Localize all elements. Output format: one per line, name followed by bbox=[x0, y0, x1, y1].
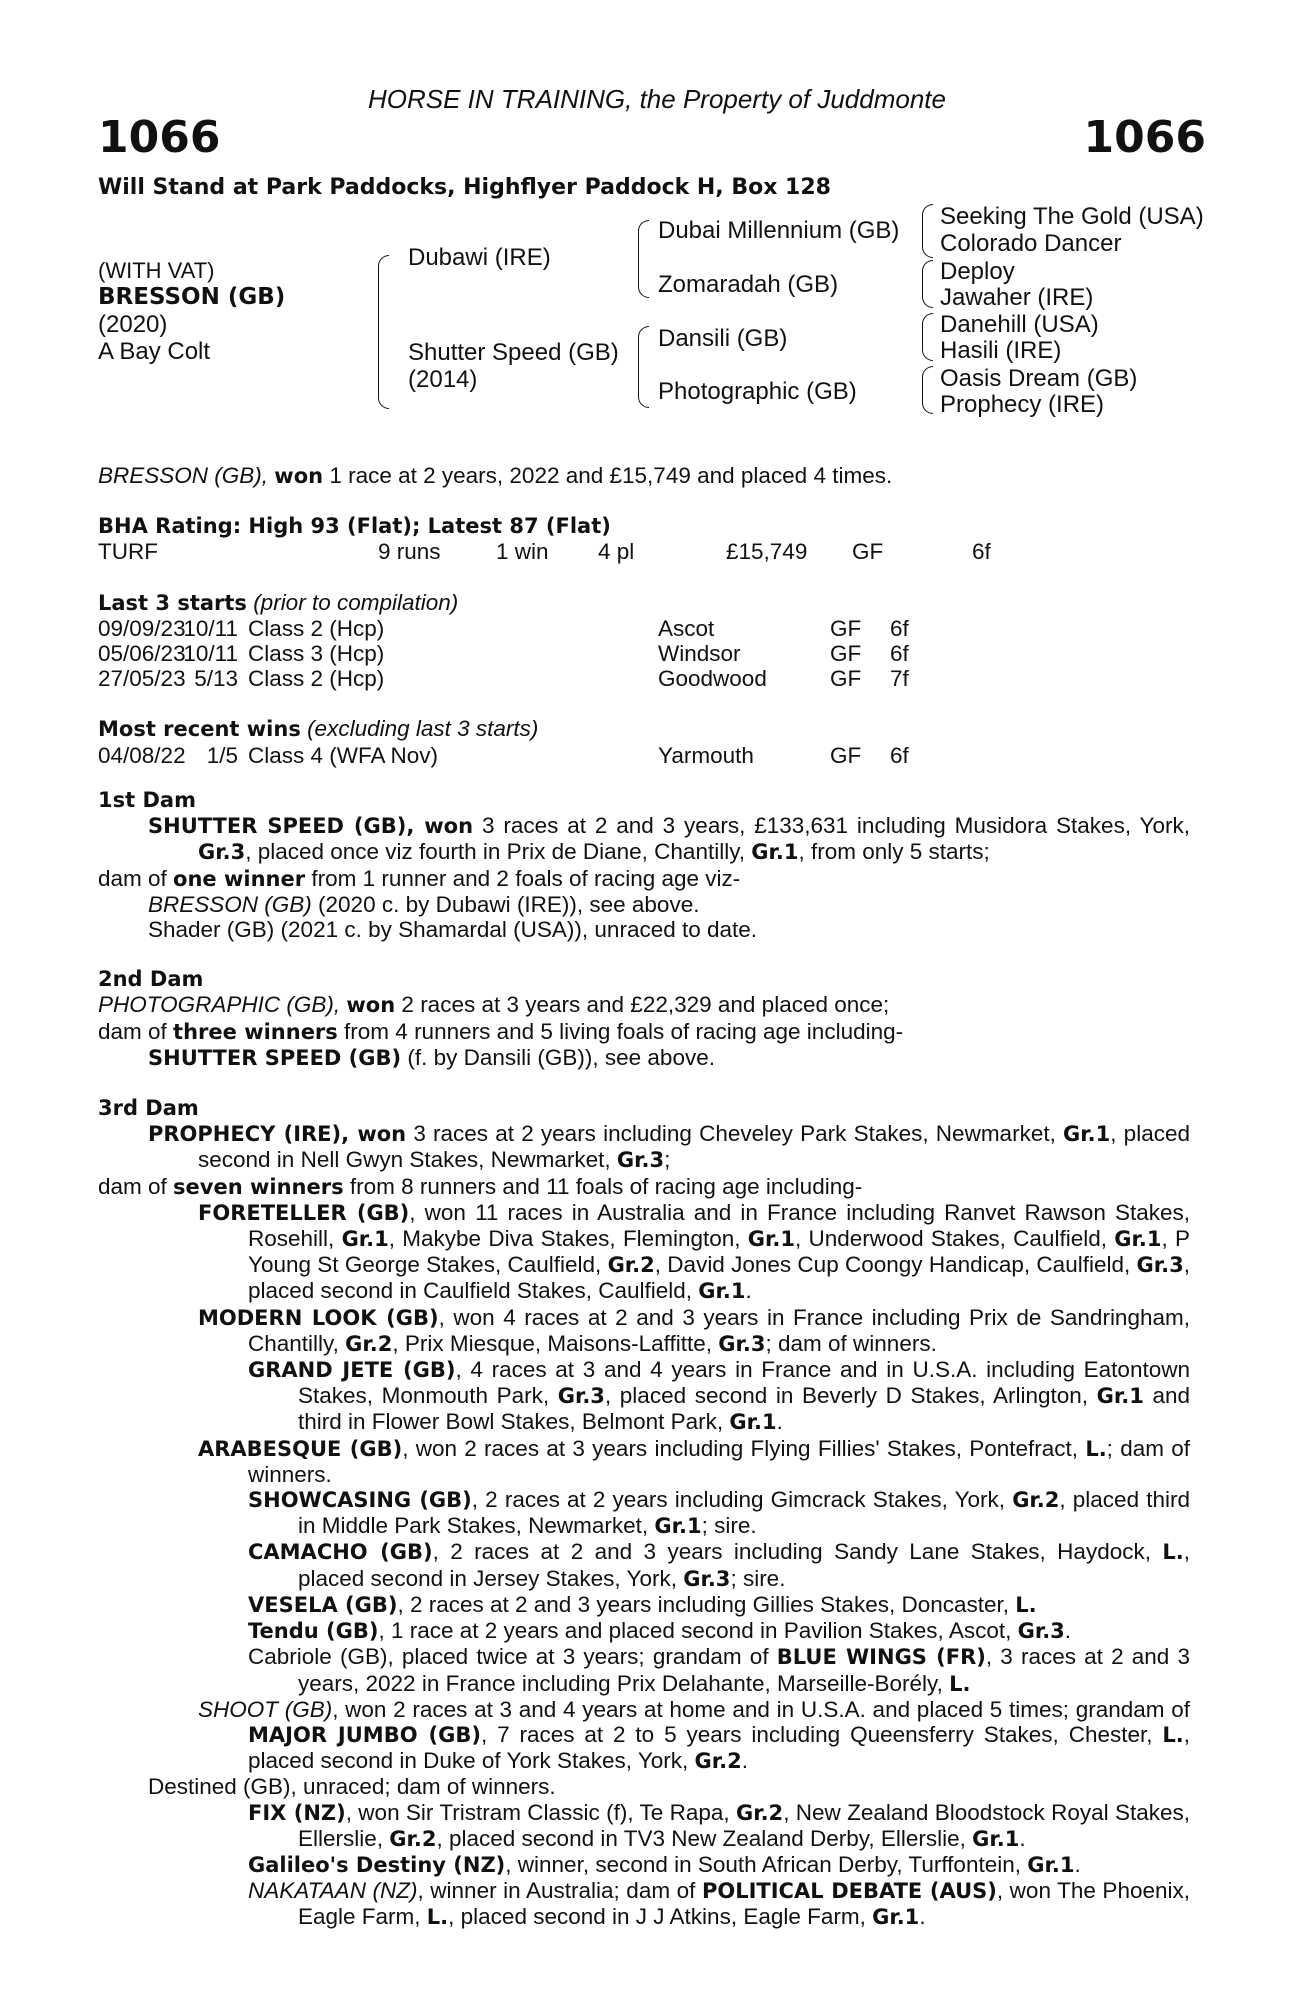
race-dist: 6f bbox=[890, 615, 909, 641]
sire-dam-sire: Deploy bbox=[940, 258, 1015, 285]
pedigree-brace bbox=[638, 326, 649, 408]
produce-cabriole: Cabriole (GB), placed twice at 3 years; grandam of BLUE WINGS (FR), 3 races at 2 and 3 years, 2022 in France including Prix Delahante, Marseille-Borély, L. bbox=[248, 1644, 1191, 1696]
race-pos: 10/11 bbox=[183, 615, 238, 641]
horse-name: BRESSON (GB) bbox=[98, 284, 286, 310]
last-starts-heading: Last 3 starts (prior to compilation) bbox=[98, 589, 459, 615]
pedigree-brace bbox=[922, 313, 933, 361]
page-header-title: HORSE IN TRAINING, the Property of Juddmonte bbox=[368, 84, 946, 114]
race-record bbox=[98, 463, 1190, 768]
sire-dam: Zomaradah (GB) bbox=[658, 271, 839, 298]
dam3-produce: dam of seven winners from 8 runners and 11 foals of racing age including- bbox=[98, 1173, 863, 1199]
dam-sire-sire: Danehill (USA) bbox=[940, 311, 1099, 338]
lot-number-left: 1066 bbox=[98, 112, 221, 163]
race-course: Windsor bbox=[658, 640, 741, 666]
stand-location: Will Stand at Park Paddocks, Highflyer Paddock H, Box 128 bbox=[98, 175, 831, 200]
dam1-heading: 1st Dam bbox=[98, 788, 196, 812]
dam1-foal-1: BRESSON (GB) (2020 c. by Dubawi (IRE)), see above. bbox=[148, 891, 700, 917]
race-date: 09/09/23 bbox=[98, 615, 186, 641]
race-going: GF bbox=[830, 666, 862, 692]
race-date: 04/08/22 bbox=[98, 742, 186, 768]
last-start-row bbox=[98, 666, 1190, 691]
dam3-heading: 3rd Dam bbox=[98, 1096, 199, 1121]
recent-wins-heading: Most recent wins (excluding last 3 starts) bbox=[98, 716, 539, 742]
sire-sire-dam: Colorado Dancer bbox=[940, 230, 1122, 257]
dam3-record: PROPHECY (IRE), won 3 races at 2 years including Cheveley Park Stakes, Newmarket, Gr.1, placed second in Nell Gwyn Stakes, Newmarket, Gr.3; bbox=[148, 1121, 1190, 1173]
sire-sire: Dubai Millennium (GB) bbox=[658, 217, 900, 244]
pedigree-brace bbox=[378, 255, 389, 409]
pedigree-brace bbox=[922, 204, 933, 258]
race-course: Ascot bbox=[658, 615, 715, 641]
produce-foreteller: FORETELLER (GB), won 11 races in Australia and in France including Ranvet Rawson Stakes, Rosehill, Gr.1, Makybe Diva Stakes, Flemington, Gr.1, Underwood Stakes, Caulfield, Gr.1, P Young St George Stakes, Caulfield, Gr.2, David Jones Cup Coongy Handicap, Caulfield, Gr.3, placed second in Caulfield Stakes, Caulfield, Gr.1. bbox=[198, 1199, 1190, 1304]
produce-galileos-destiny: Galileo's Destiny (NZ), winner, second in South African Derby, Turffontein, Gr.1. bbox=[248, 1851, 1081, 1877]
last-starts-table bbox=[98, 616, 1190, 692]
produce-camacho: CAMACHO (GB), 2 races at 2 and 3 years including Sandy Lane Stakes, Haydock, L., placed second in Jersey Stakes, York, Gr.3; sire. bbox=[248, 1539, 1190, 1591]
recent-win-row bbox=[98, 743, 1190, 768]
dam: Shutter Speed (GB) bbox=[408, 339, 619, 366]
dam2-heading: 2nd Dam bbox=[98, 967, 204, 992]
race-dist: 6f bbox=[890, 742, 909, 768]
horse-description: A Bay Colt bbox=[98, 338, 211, 365]
race-date: 27/05/23 bbox=[98, 666, 186, 692]
race-cls: Class 4 (WFA Nov) bbox=[248, 742, 439, 768]
produce-fix: FIX (NZ), won Sir Tristram Classic (f), Te Rapa, Gr.2, New Zealand Bloodstock Royal Stakes, Ellerslie, Gr.2, placed second in TV3 New Zealand Derby, Ellerslie, Gr.1. bbox=[248, 1799, 1190, 1851]
dam1-record: SHUTTER SPEED (GB), won 3 races at 2 and 3 years, £133,631 including Musidora Stakes, York, Gr.3, placed once viz fourth in Prix de Diane, Chantilly, Gr.1, from only 5 starts; bbox=[148, 813, 1190, 865]
race-going: GF bbox=[830, 615, 862, 641]
race-cls: Class 2 (Hcp) bbox=[248, 666, 385, 692]
dam-year: (2014) bbox=[408, 366, 478, 393]
race-pos: 5/13 bbox=[194, 666, 238, 692]
pedigree-brace bbox=[922, 260, 933, 308]
produce-modern-look: MODERN LOOK (GB), won 4 races at 2 and 3 years in France including Prix de Sandringham, Chantilly, Gr.2, Prix Miesque, Maisons-Laffitte, Gr.3; dam of winners. bbox=[198, 1304, 1190, 1356]
race-going: GF bbox=[830, 742, 862, 768]
dam-sire: Dansili (GB) bbox=[658, 325, 788, 352]
dam-dam: Photographic (GB) bbox=[658, 378, 857, 405]
sire-dam-dam: Jawaher (IRE) bbox=[940, 284, 1094, 311]
last-start-row bbox=[98, 641, 1190, 666]
produce-tendu: Tendu (GB), 1 race at 2 years and placed second in Pavilion Stakes, Ascot, Gr.3. bbox=[248, 1618, 1072, 1644]
produce-destined: Destined (GB), unraced; dam of winners. bbox=[148, 1774, 556, 1800]
race-pos: 10/11 bbox=[183, 640, 238, 666]
sire-sire-sire: Seeking The Gold (USA) bbox=[940, 203, 1204, 230]
produce-showcasing: SHOWCASING (GB), 2 races at 2 years including Gimcrack Stakes, York, Gr.2, placed third in Middle Park Stakes, Newmarket, Gr.1; sire. bbox=[248, 1487, 1190, 1539]
lot-number-right: 1066 bbox=[1083, 112, 1206, 163]
dam1-produce: dam of one winner from 1 runner and 2 foals of racing age viz- bbox=[98, 865, 741, 891]
dam-sire-dam: Hasili (IRE) bbox=[940, 337, 1062, 364]
race-dist: 7f bbox=[890, 666, 909, 692]
produce-nakataan: NAKATAAN (NZ), winner in Australia; dam of POLITICAL DEBATE (AUS), won The Phoenix, Eagle Farm, L., placed second in J J Atkins, Eagle Farm, Gr.1. bbox=[248, 1878, 1190, 1930]
race-cls: Class 3 (Hcp) bbox=[248, 640, 385, 666]
produce-arabesque: ARABESQUE (GB), won 2 races at 3 years including Flying Fillies' Stakes, Pontefract, L.; dam of winners. bbox=[198, 1435, 1191, 1487]
produce-vesela: VESELA (GB), 2 races at 2 and 3 years including Gillies Stakes, Doncaster, L. bbox=[248, 1591, 1037, 1617]
dam2-foal-1: SHUTTER SPEED (GB) (f. by Dansili (GB)), see above. bbox=[148, 1044, 715, 1070]
race-date: 05/06/23 bbox=[98, 640, 186, 666]
dam-dam-dam: Prophecy (IRE) bbox=[940, 391, 1105, 418]
recent-wins-table bbox=[98, 743, 1190, 768]
pedigree-brace bbox=[922, 366, 933, 414]
dam-section bbox=[98, 788, 1190, 1931]
horse-year: (2020) bbox=[98, 311, 168, 338]
rating-heading: BHA Rating: High 93 (Flat); Latest 87 (Flat) bbox=[98, 514, 611, 539]
race-summary: BRESSON (GB), won 1 race at 2 years, 2022 and £15,749 and placed 4 times. bbox=[98, 463, 893, 488]
rating-row: TURF 9 runs 1 win 4 pl £15,749 GF 6f bbox=[98, 539, 991, 565]
dam2-produce: dam of three winners from 4 runners and 5 living foals of racing age including- bbox=[98, 1018, 904, 1044]
race-course: Goodwood bbox=[658, 666, 767, 692]
race-pos: 1/5 bbox=[206, 742, 238, 768]
sire: Dubawi (IRE) bbox=[408, 244, 551, 271]
last-start-row bbox=[98, 616, 1190, 641]
race-cls: Class 2 (Hcp) bbox=[248, 615, 385, 641]
race-course: Yarmouth bbox=[658, 742, 754, 768]
dam-dam-sire: Oasis Dream (GB) bbox=[940, 365, 1138, 392]
produce-shoot: SHOOT (GB), won 2 races at 3 and 4 years at home and in U.S.A. and placed 5 times; grandam of MAJOR JUMBO (GB), 7 races at 2 to 5 years including Queensferry Stakes, Chester, L., placed second in Duke of York Stakes, York, Gr.2. bbox=[198, 1696, 1191, 1774]
dam2-record: PHOTOGRAPHIC (GB), won 2 races at 3 years and £22,329 and placed once; bbox=[98, 992, 890, 1018]
dam1-foal-2: Shader (GB) (2021 c. by Shamardal (USA)), unraced to date. bbox=[148, 917, 758, 943]
pedigree-brace bbox=[638, 220, 649, 298]
race-dist: 6f bbox=[890, 640, 909, 666]
produce-grand-jete: GRAND JETE (GB), 4 races at 3 and 4 years in France and in U.S.A. including Eatontown Stakes, Monmouth Park, Gr.3, placed second in Beverly D Stakes, Arlington, Gr.1 and third in Flower Bowl Stakes, Belmont Park, Gr.1. bbox=[248, 1357, 1190, 1435]
vat-note: (WITH VAT) bbox=[98, 258, 215, 283]
race-going: GF bbox=[830, 640, 862, 666]
